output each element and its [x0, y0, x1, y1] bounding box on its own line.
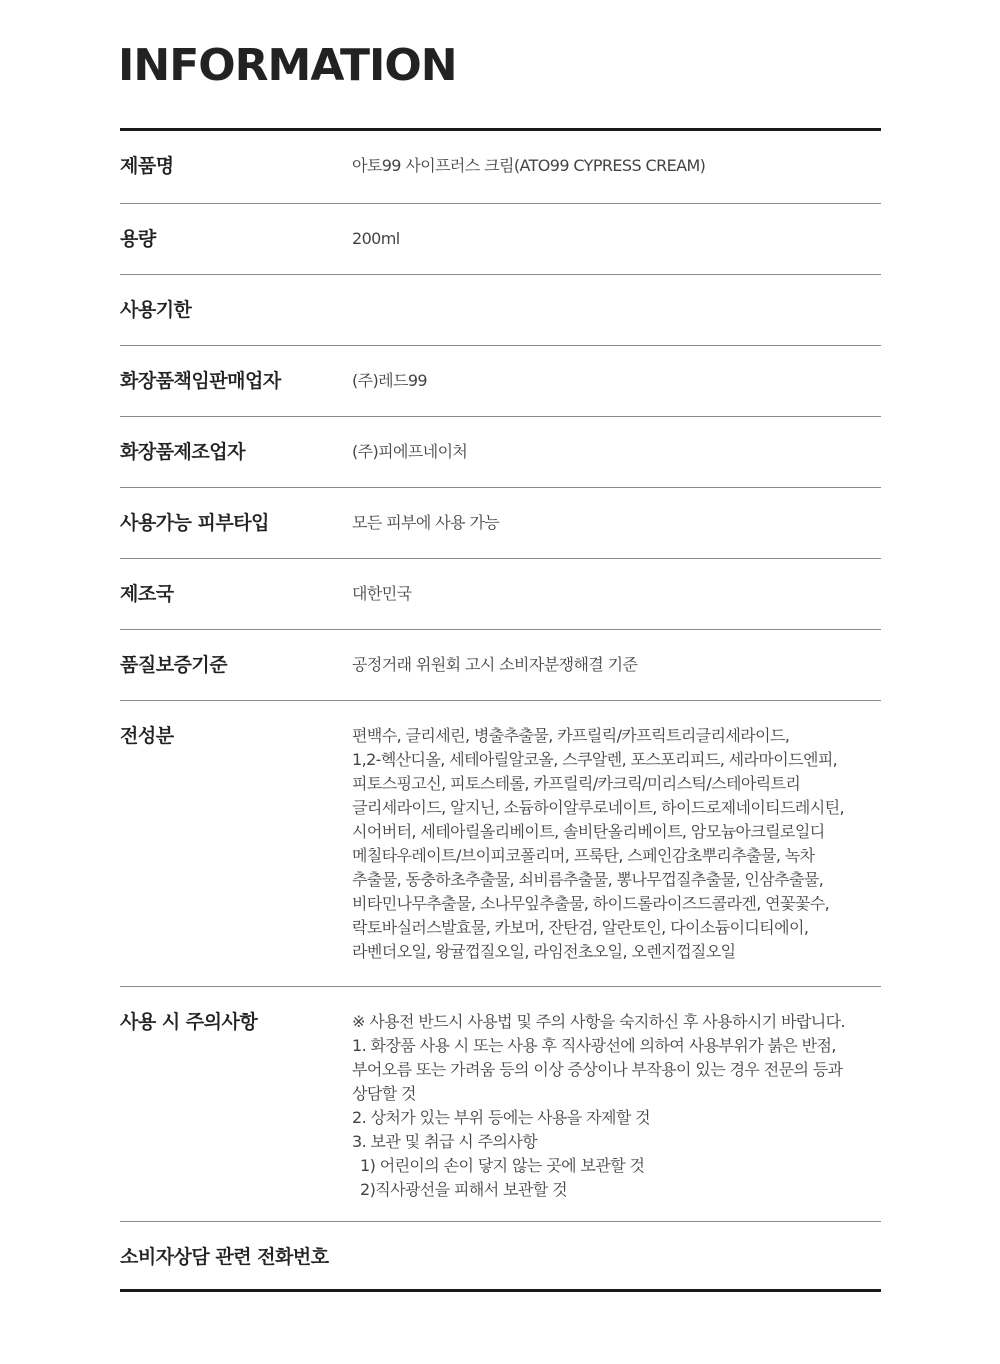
row-value: [352, 417, 881, 487]
value-line: 락토바실러스발효물, 카보머, 잔탄검, 알란토인, 다이소듐이디티에이,: [352, 918, 809, 937]
value-line: 메칠타우레이트/브이피코폴리머, 프룩탄, 스페인감초뿌리추출물, 녹차: [352, 846, 815, 865]
row-label: 화장품책임판매업자: [120, 370, 281, 392]
row-label: 사용기한: [120, 299, 192, 321]
row-value: [352, 559, 881, 629]
row-label: 사용 시 주의사항: [120, 1011, 258, 1033]
info-row-manufacturer: [120, 416, 881, 487]
value-line: (주)피에프네이처: [352, 442, 468, 461]
value-line: 공정거래 위원회 고시 소비자분쟁해결 기준: [352, 655, 638, 674]
value-line: (주)레드99: [352, 371, 428, 390]
info-row-product-name: [120, 131, 881, 203]
info-row-country: [120, 558, 881, 629]
value-line: 글리세라이드, 알지닌, 소듐하이알루로네이트, 하이드로제네이티드레시틴,: [352, 798, 844, 817]
row-value: [352, 275, 881, 345]
info-row-ingredients: [120, 700, 881, 986]
value-line: 부어오름 또는 가려움 등의 이상 증상이나 부작용이 있는 경우 전문의 등과: [352, 1060, 843, 1079]
row-value: [329, 1222, 881, 1289]
value-line: 1,2-헥산디올, 세테아릴알코올, 스쿠알렌, 포스포리피드, 세라마이드엔피,: [352, 750, 838, 769]
row-value: [352, 701, 881, 986]
value-line: 200ml: [352, 229, 400, 248]
page-title: INFORMATION: [118, 40, 457, 91]
value-line: 2. 상처가 있는 부위 등에는 사용을 자제할 것: [352, 1108, 651, 1127]
row-label: 소비자상담 관련 전화번호: [120, 1246, 329, 1268]
value-line: 편백수, 글리세린, 병출추출물, 카프릴릭/카프릭트리글리세라이드,: [352, 726, 790, 745]
info-row-expiry: [120, 274, 881, 345]
info-row-quality-standard: [120, 629, 881, 700]
row-label: 화장품제조업자: [120, 441, 245, 463]
value-line: 아토99 사이프러스 크림(ATO99 CYPRESS CREAM): [352, 156, 706, 175]
value-line: 상담할 것: [352, 1084, 416, 1103]
row-value: [352, 630, 881, 700]
row-label: 전성분: [120, 725, 174, 747]
row-value: [352, 488, 881, 558]
info-row-volume: [120, 203, 881, 274]
value-line: 비타민나무추출물, 소나무잎추출물, 하이드롤라이즈드콜라겐, 연꽃꽃수,: [352, 894, 830, 913]
value-line: 2)직사광선을 피해서 보관할 것: [360, 1180, 567, 1199]
value-line: 1. 화장품 사용 시 또는 사용 후 직사광선에 의하여 사용부위가 붉은 반점,: [352, 1036, 836, 1055]
row-value: [352, 987, 881, 1221]
value-line: 추출물, 동충하초추출물, 쇠비름추출물, 뽕나무껍질추출물, 인삼추출물,: [352, 870, 824, 889]
value-line: 모든 피부에 사용 가능: [352, 513, 500, 532]
info-row-distributor: [120, 345, 881, 416]
value-line: 대한민국: [352, 584, 412, 603]
row-value: [352, 131, 881, 203]
value-line: 라벤더오일, 왕귤껍질오일, 라임전초오일, 오렌지껍질오일: [352, 942, 736, 961]
info-table: [120, 128, 881, 1292]
row-label: 용량: [120, 228, 156, 250]
value-line: 3. 보관 및 취급 시 주의사항: [352, 1132, 538, 1151]
row-label: 사용가능 피부타입: [120, 512, 269, 534]
row-label: 제조국: [120, 583, 174, 605]
row-value: [352, 204, 881, 274]
row-label: 제품명: [120, 155, 174, 177]
value-line: ※ 사용전 반드시 사용법 및 주의 사항을 숙지하신 후 사용하시기 바랍니다.: [352, 1012, 845, 1031]
value-line: 1) 어린이의 손이 닿지 않는 곳에 보관할 것: [360, 1156, 645, 1175]
value-line: 시어버터, 세테아릴올리베이트, 솔비탄올리베이트, 암모늄아크릴로일디: [352, 822, 825, 841]
row-value: [352, 346, 881, 416]
info-row-consumer-phone: [120, 1221, 881, 1289]
info-row-precautions: [120, 986, 881, 1221]
info-row-skin-type: [120, 487, 881, 558]
value-line: 피토스핑고신, 피토스테롤, 카프릴릭/카크릭/미리스틱/스테아릭트리: [352, 774, 801, 793]
row-label: 품질보증기준: [120, 654, 228, 676]
